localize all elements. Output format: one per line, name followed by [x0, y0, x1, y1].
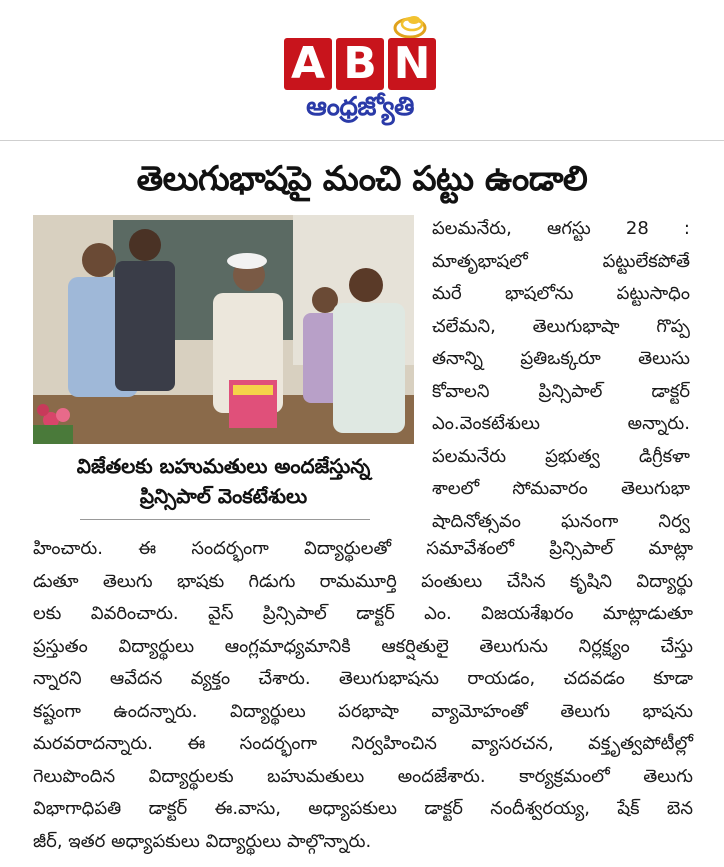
body-line: ఎం.వెంకటేశులు అన్నారు. [432, 413, 690, 434]
caption-divider [80, 519, 370, 520]
news-article [0, 140, 724, 867]
body-line: గెలుపొందిన విద్యార్థులకు బహుమతులు అందజేశారు. కార్యక్రమంలో తెలుగు [33, 765, 693, 787]
body-line: విభాగాధిపతి డాక్టర్ ఈ.వాసు, అధ్యాపకులు డాక్టర్ నందీశ్వరయ్య, షేక్ బెన [33, 798, 693, 819]
body-line: డుతూ తెలుగు భాషకు గిడుగు రామమూర్తి పంతులు చేసిన కృషిని విద్యార్థు [33, 570, 693, 592]
body-line: లకు వివరించారు. వైస్ ప్రిన్సిపాల్ డాక్టర్ ఎం. విజయశేఖరం మాట్లాడుతూ [33, 603, 693, 624]
body-line: న్నారని ఆవేదన వ్యక్తం చేశారు. తెలుగుభాషను రాయడం, చదవడం కూడా [33, 668, 693, 689]
body-line: మరే భాషలోను పట్టుసాధిం [432, 283, 690, 304]
logo-letters [284, 38, 436, 90]
body-line: మరవరాదన్నారు. ఈ సందర్భంగా నిర్వహించిన వ్యాసరచన, వక్తృత్వపోటీల్లో [33, 733, 693, 754]
body-line: షాదినోత్సవం ఘనంగా నిర్వ [432, 510, 690, 532]
logo-subtitle: ఆంధ్రజ్యోతి [306, 92, 414, 122]
logo-letter: N [388, 38, 436, 90]
body-line: మాతృభాషలో పట్టులేకపోతే [432, 250, 690, 272]
logo-letter: A [284, 38, 332, 90]
logo-letter: B [336, 38, 384, 90]
body-line: కోవాలని ప్రిన్సిపాల్ డాక్టర్ [432, 380, 690, 402]
body-line: తనాన్ని ప్రతిఒక్కరూ తెలుసు [432, 348, 690, 369]
body-line: శాలలో సోమవారం తెలుగుభా [432, 478, 690, 499]
article-body-full-width [33, 533, 693, 858]
abn-andhrajyothy-logo [282, 10, 442, 130]
body-line: కష్టంగా ఉందన్నారు. విద్యార్థులు పరభాషా వ్యామోహంతో తెలుగు భాషను [33, 700, 693, 722]
photo-caption [33, 451, 414, 511]
caption-line: విజేతలకు బహుమతులు అందజేస్తున్న [76, 454, 371, 478]
award-ceremony-photo [33, 215, 414, 444]
body-line: పలమనేరు, ఆగస్టు 28 : [432, 218, 690, 239]
article-headline: తెలుగుభాషపై మంచి పట్టు ఉండాలి [136, 159, 588, 199]
article-photo [33, 215, 414, 444]
article-body-right-column [432, 213, 690, 538]
body-line: ప్రస్తుతం విద్యార్థులు ఆంగ్లమాధ్యమానికి ఆకర్షితులై తెలుగును నిర్లక్ష్యం చేస్తు [33, 635, 693, 657]
body-line: పలమనేరు ప్రభుత్వ డిగ్రీకళా [432, 445, 690, 467]
body-line: హించారు. ఈ సందర్భంగా విద్యార్థులతో సమావేశంలో ప్రిన్సిపాల్ మాట్లా [33, 538, 693, 559]
masthead [0, 0, 724, 140]
caption-line: ప్రిన్సిపాల్ వెంకటేశులు [139, 484, 308, 508]
body-line: జీర్, ఇతర అధ్యాపకులు విద్యార్థులు పాల్గొన్నారు. [33, 830, 372, 852]
body-line: చలేమని, తెలుగుభాషా గొప్ప [432, 315, 690, 337]
